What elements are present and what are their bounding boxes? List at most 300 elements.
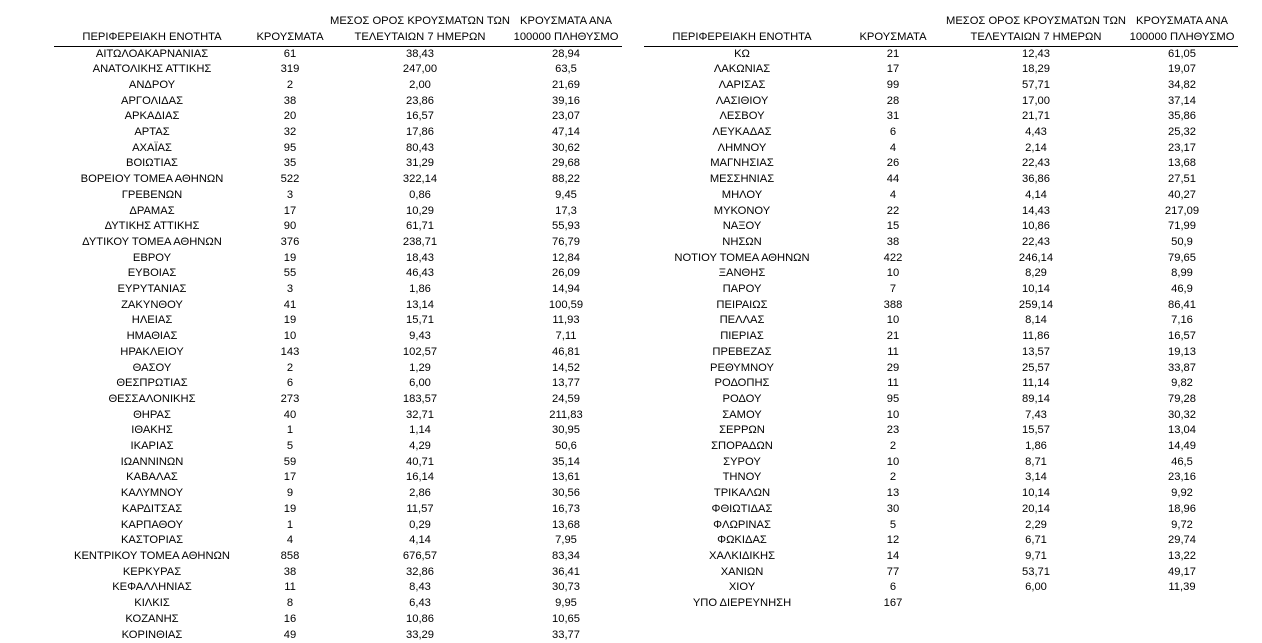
- avg7-cell: 22,43: [1022, 157, 1050, 170]
- region-cell: ΜΕΣΣΗΝΙΑΣ: [709, 173, 775, 186]
- avg7-cell: 9,43: [409, 330, 431, 343]
- avg7-cell: 15,57: [1022, 424, 1050, 437]
- per100k-cell: 13,61: [552, 471, 580, 484]
- per100k-cell: 13,04: [1168, 424, 1196, 437]
- cases-cell: 4: [889, 188, 897, 201]
- per100k-cell: 7,95: [555, 534, 577, 547]
- avg7-cell: 4,14: [409, 534, 431, 547]
- cases-cell: 11: [284, 581, 296, 594]
- table-row: [644, 141, 1238, 157]
- cases-cell: 35: [283, 157, 297, 170]
- per100k-cell: 34,82: [1168, 78, 1196, 91]
- region-cell: ΜΑΓΝΗΣΙΑΣ: [710, 157, 774, 170]
- per100k-cell: 11,39: [1168, 581, 1196, 594]
- per100k-cell: 76,79: [552, 235, 580, 248]
- cases-cell: 319: [280, 63, 300, 76]
- cases-cell: 6: [889, 581, 897, 594]
- table-row: [644, 172, 1238, 188]
- cases-cell: 21: [886, 47, 900, 60]
- table-row: [644, 533, 1238, 549]
- cases-cell: 17: [886, 63, 900, 76]
- region-cell: ΑΡΚΑΔΙΑΣ: [124, 110, 180, 123]
- table-row: [644, 392, 1238, 408]
- per100k-cell: 25,32: [1168, 126, 1196, 139]
- region-cell: ΣΥΡΟΥ: [723, 455, 761, 468]
- avg7-cell: 32,71: [406, 408, 434, 421]
- avg7-cell: 15,71: [406, 314, 434, 327]
- region-cell: ΚΕΡΚΥΡΑΣ: [122, 565, 182, 578]
- cases-cell: 11: [887, 377, 899, 390]
- avg7-cell: 17,00: [1022, 94, 1050, 107]
- table-row: [54, 345, 622, 361]
- table-row: [644, 470, 1238, 486]
- avg7-cell: 0,86: [409, 188, 431, 201]
- cases-cell: 31: [886, 110, 900, 123]
- left-header-row: [54, 0, 622, 46]
- region-cell: ΑΝΑΤΟΛΙΚΗΣ ΑΤΤΙΚΗΣ: [92, 63, 212, 76]
- table-row: [644, 251, 1238, 267]
- avg7-cell: 6,43: [409, 597, 431, 610]
- avg7-cell: 676,57: [402, 550, 438, 562]
- region-cell: ΥΠΟ ΔΙΕΡΕΥΝΗΣΗ: [692, 597, 792, 610]
- table-row: [54, 46, 622, 62]
- table-row: [644, 282, 1238, 298]
- avg7-cell: 22,43: [1022, 235, 1050, 248]
- region-cell: ΝΟΤΙΟΥ ΤΟΜΕΑ ΑΘΗΝΩΝ: [674, 251, 810, 264]
- cases-cell: 10: [886, 408, 900, 421]
- avg7-cell: 11,86: [1022, 330, 1050, 343]
- cases-cell: 3: [286, 188, 294, 201]
- per100k-cell: 30,62: [552, 141, 580, 154]
- table-row: [54, 62, 622, 78]
- right-header-row: [644, 0, 1238, 46]
- table-row: [644, 94, 1238, 110]
- table-row: [644, 345, 1238, 361]
- avg7-cell: 21,71: [1022, 110, 1050, 123]
- region-cell: ΣΠΟΡΑΔΩΝ: [711, 440, 773, 453]
- cases-cell: 9: [286, 487, 294, 500]
- avg7-cell: 1,14: [409, 424, 431, 437]
- table-row: [54, 235, 622, 251]
- cases-cell: 30: [886, 502, 900, 515]
- region-cell: ΑΙΤΩΛΟΑΚΑΡΝΑΝΙΑΣ: [95, 47, 209, 60]
- per100k-cell: 9,95: [555, 597, 577, 610]
- per100k-cell: 71,99: [1168, 220, 1196, 233]
- header-region: ΠΕΡΙΦΕΡΕΙΑΚΗ ΕΝΟΤΗΤΑ: [644, 0, 840, 46]
- region-cell: ΔΡΑΜΑΣ: [129, 204, 175, 217]
- table-row: [644, 219, 1238, 235]
- region-cell: ΧΑΛΚΙΔΙΚΗΣ: [708, 550, 775, 562]
- cases-cell: 143: [280, 345, 300, 358]
- per100k-cell: 30,73: [552, 581, 580, 594]
- avg7-cell: 16,57: [406, 110, 434, 123]
- table-row: [644, 46, 1238, 62]
- avg7-cell: 8,71: [1025, 455, 1047, 468]
- right-cases-table: [644, 0, 1238, 612]
- cases-cell: 19: [283, 251, 297, 264]
- cases-cell: 17: [283, 471, 297, 484]
- cases-cell: 95: [886, 392, 900, 405]
- region-cell: ΚΙΛΚΙΣ: [134, 597, 170, 610]
- cases-cell: 29: [886, 361, 900, 374]
- region-cell: ΑΡΤΑΣ: [134, 126, 170, 139]
- per100k-cell: 30,56: [552, 487, 580, 500]
- cases-cell: 59: [283, 455, 297, 468]
- per100k-cell: 36,41: [552, 565, 580, 578]
- region-cell: ΞΑΝΘΗΣ: [718, 267, 766, 280]
- cases-cell: 10: [886, 314, 900, 327]
- header-cases: ΚΡΟΥΣΜΑΤΑ: [250, 0, 330, 46]
- table-row: [644, 439, 1238, 455]
- cases-cell: 38: [283, 94, 297, 107]
- table-row: [644, 565, 1238, 581]
- region-cell: ΑΝΔΡΟΥ: [128, 78, 176, 91]
- avg7-cell: 10,14: [1022, 487, 1050, 500]
- table-row: [54, 282, 622, 298]
- table-row: [644, 188, 1238, 204]
- region-cell: ΛΑΡΙΣΑΣ: [718, 78, 766, 91]
- table-row: [54, 470, 622, 486]
- table-row: [644, 125, 1238, 141]
- per100k-cell: 40,27: [1168, 188, 1196, 201]
- table-row: [644, 62, 1238, 78]
- avg7-cell: 322,14: [402, 173, 438, 186]
- per100k-cell: 79,65: [1168, 251, 1196, 264]
- per100k-cell: 33,77: [552, 628, 580, 641]
- per100k-cell: 19,07: [1168, 63, 1196, 76]
- region-cell: ΚΕΝΤΡΙΚΟΥ ΤΟΜΕΑ ΑΘΗΝΩΝ: [73, 550, 230, 562]
- avg7-cell: 6,71: [1025, 534, 1047, 547]
- table-row: [644, 266, 1238, 282]
- per100k-cell: 46,81: [552, 345, 580, 358]
- table-row: [54, 423, 622, 439]
- per100k-cell: 37,14: [1168, 94, 1196, 107]
- table-row: [644, 313, 1238, 329]
- per100k-cell: 217,09: [1164, 204, 1200, 217]
- table-row: [644, 78, 1238, 94]
- cases-cell: 858: [280, 550, 300, 562]
- region-cell: ΒΟΡΕΙΟΥ ΤΟΜΕΑ ΑΘΗΝΩΝ: [80, 173, 224, 186]
- cases-cell: 4: [286, 534, 294, 547]
- table-row: [54, 251, 622, 267]
- avg7-cell: [946, 596, 1126, 612]
- region-cell: ΠΕΛΛΑΣ: [719, 314, 765, 327]
- avg7-cell: 1,29: [409, 361, 431, 374]
- region-cell: ΚΟΖΑΝΗΣ: [125, 612, 179, 625]
- table-row: [54, 361, 622, 377]
- region-cell: ΜΥΚΟΝΟΥ: [713, 204, 771, 217]
- avg7-cell: 0,29: [409, 518, 431, 531]
- region-cell: ΠΙΕΡΙΑΣ: [720, 330, 764, 343]
- avg7-cell: 1,86: [409, 283, 431, 296]
- cases-cell: 28: [886, 94, 900, 107]
- avg7-cell: 17,86: [406, 126, 434, 139]
- table-row: [54, 204, 622, 220]
- cases-cell: 38: [886, 235, 900, 248]
- table-row: [54, 486, 622, 502]
- avg7-cell: 247,00: [402, 63, 438, 76]
- cases-cell: 522: [280, 173, 300, 186]
- region-cell: ΛΕΥΚΑΔΑΣ: [712, 126, 772, 139]
- per100k-cell: 21,69: [552, 78, 580, 91]
- cases-cell: 6: [889, 126, 897, 139]
- cases-cell: 90: [283, 220, 297, 233]
- cases-cell: 5: [889, 518, 897, 531]
- table-row: [54, 612, 622, 628]
- table-row: [54, 141, 622, 157]
- cases-cell: 11: [887, 345, 899, 358]
- table-row: [644, 109, 1238, 125]
- avg7-cell: 3,14: [1025, 471, 1047, 484]
- avg7-cell: 9,71: [1025, 550, 1047, 562]
- cases-cell: 10: [886, 267, 900, 280]
- per100k-cell: 16,57: [1168, 330, 1196, 343]
- per100k-cell: 7,11: [555, 330, 577, 343]
- avg7-cell: 8,14: [1025, 314, 1047, 327]
- per100k-cell: 30,95: [552, 424, 580, 437]
- cases-cell: 19: [283, 502, 297, 515]
- avg7-cell: 46,43: [406, 267, 434, 280]
- cases-cell: 99: [886, 78, 900, 91]
- avg7-cell: 61,71: [406, 220, 434, 233]
- table-row: [54, 313, 622, 329]
- avg7-cell: 18,43: [406, 251, 434, 264]
- cases-cell: 12: [886, 534, 900, 547]
- table-row: [644, 298, 1238, 314]
- avg7-cell: 6,00: [409, 377, 431, 390]
- table-row: [54, 580, 622, 596]
- region-cell: ΛΑΚΩΝΙΑΣ: [713, 63, 771, 76]
- cases-cell: 49: [283, 628, 297, 641]
- cases-cell: 41: [283, 298, 297, 311]
- region-cell: ΦΘΙΩΤΙΔΑΣ: [711, 502, 773, 515]
- region-cell: ΘΗΡΑΣ: [133, 408, 171, 421]
- per100k-cell: 100,59: [548, 298, 584, 311]
- region-cell: ΔΥΤΙΚΟΥ ΤΟΜΕΑ ΑΘΗΝΩΝ: [82, 235, 222, 248]
- per100k-cell: 61,05: [1168, 47, 1196, 60]
- per100k-cell: 29,68: [552, 157, 580, 170]
- table-row: [54, 298, 622, 314]
- cases-cell: 55: [283, 267, 297, 280]
- per100k-cell: 35,14: [552, 455, 580, 468]
- region-cell: ΗΛΕΙΑΣ: [131, 314, 173, 327]
- region-cell: ΛΕΣΒΟΥ: [719, 110, 765, 123]
- region-cell: ΖΑΚΥΝΘΟΥ: [121, 298, 183, 311]
- per100k-cell: 23,17: [1168, 141, 1196, 154]
- avg7-cell: 1,86: [1025, 440, 1047, 453]
- cases-cell: 1: [286, 424, 294, 437]
- per100k-cell: 39,16: [552, 94, 580, 107]
- region-cell: ΔΥΤΙΚΗΣ ΑΤΤΙΚΗΣ: [104, 220, 200, 233]
- table-row: [54, 549, 622, 565]
- region-cell: ΗΡΑΚΛΕΙΟΥ: [120, 345, 184, 358]
- cases-cell: 8: [286, 597, 294, 610]
- per100k-cell: 23,07: [552, 110, 580, 123]
- table-row: [644, 596, 1238, 612]
- per100k-cell: 49,17: [1168, 565, 1196, 578]
- per100k-cell: 26,09: [552, 267, 580, 280]
- avg7-cell: 40,71: [406, 455, 434, 468]
- per100k-cell: 46,5: [1171, 455, 1193, 468]
- avg7-cell: 4,14: [1025, 188, 1047, 201]
- per100k-cell: 13,22: [1168, 550, 1196, 562]
- cases-cell: 44: [886, 173, 900, 186]
- region-cell: ΡΕΘΥΜΝΟΥ: [710, 361, 774, 374]
- right-table-body: [644, 46, 1238, 612]
- header-per100k: ΚΡΟΥΣΜΑΤΑ ΑΝΑ 100000 ΠΛΗΘΥΣΜΟ: [510, 0, 622, 46]
- region-cell: ΓΡΕΒΕΝΩΝ: [121, 188, 183, 201]
- avg7-cell: 4,29: [409, 440, 431, 453]
- avg7-cell: 8,29: [1025, 267, 1047, 280]
- avg7-cell: 2,14: [1025, 141, 1047, 154]
- cases-cell: 4: [889, 141, 897, 154]
- cases-cell: 10: [283, 330, 297, 343]
- per100k-cell: 13,68: [1168, 157, 1196, 170]
- avg7-cell: 53,71: [1022, 565, 1050, 578]
- table-row: [644, 549, 1238, 565]
- region-cell: ΑΡΓΟΛΙΔΑΣ: [120, 94, 184, 107]
- per100k-cell: 17,3: [555, 204, 577, 217]
- avg7-cell: 11,57: [406, 502, 434, 515]
- per100k-cell: 14,94: [552, 283, 580, 296]
- table-row: [54, 502, 622, 518]
- per100k-cell: 47,14: [552, 126, 580, 139]
- region-cell: ΠΑΡΟΥ: [722, 283, 762, 296]
- region-cell: ΚΑΛΥΜΝΟΥ: [120, 487, 184, 500]
- cases-cell: 422: [883, 251, 903, 264]
- per100k-cell: 9,72: [1171, 518, 1193, 531]
- avg7-cell: 18,29: [1022, 63, 1050, 76]
- per100k-cell: 33,87: [1168, 361, 1196, 374]
- table-row: [54, 94, 622, 110]
- per100k-cell: 79,28: [1168, 392, 1196, 405]
- cases-cell: 20: [283, 110, 297, 123]
- per100k-cell: 35,86: [1168, 110, 1196, 123]
- avg7-cell: 6,00: [1025, 581, 1047, 594]
- cases-cell: 38: [283, 565, 297, 578]
- per100k-cell: 88,22: [552, 173, 580, 186]
- per100k-cell: 46,9: [1171, 283, 1193, 296]
- header-per100k: ΚΡΟΥΣΜΑΤΑ ΑΝΑ 100000 ΠΛΗΘΥΣΜΟ: [1126, 0, 1238, 46]
- per100k-cell: 13,68: [552, 518, 580, 531]
- avg7-cell: 11,14: [1022, 377, 1050, 390]
- header-cases: ΚΡΟΥΣΜΑΤΑ: [840, 0, 946, 46]
- table-row: [644, 423, 1238, 439]
- per100k-cell: 13,77: [552, 377, 580, 390]
- region-cell: ΒΟΙΩΤΙΑΣ: [126, 157, 178, 170]
- avg7-cell: 16,14: [406, 471, 434, 484]
- region-cell: ΧΑΝΙΩΝ: [720, 565, 764, 578]
- table-row: [644, 376, 1238, 392]
- table-row: [54, 596, 622, 612]
- region-cell: ΠΕΙΡΑΙΩΣ: [716, 298, 768, 311]
- per100k-cell: 7,16: [1171, 314, 1193, 327]
- cases-cell: 1: [286, 518, 294, 531]
- cases-cell: 21: [886, 330, 900, 343]
- avg7-cell: 183,57: [402, 392, 438, 405]
- per100k-cell: 28,94: [552, 47, 580, 60]
- per100k-cell: 11,93: [552, 314, 580, 327]
- region-cell: ΙΩΑΝΝΙΝΩΝ: [120, 455, 184, 468]
- region-cell: ΚΑΡΔΙΤΣΑΣ: [121, 502, 183, 515]
- region-cell: ΘΑΣΟΥ: [132, 361, 172, 374]
- cases-cell: 10: [886, 455, 900, 468]
- cases-cell: 2: [889, 471, 897, 484]
- cases-cell: 15: [886, 220, 900, 233]
- per100k-cell: 9,92: [1171, 487, 1193, 500]
- per100k-cell: 14,49: [1168, 440, 1196, 453]
- cases-cell: 376: [280, 235, 300, 248]
- per100k-cell: 55,93: [552, 220, 580, 233]
- per100k-cell: 19,13: [1168, 345, 1196, 358]
- region-cell: ΦΛΩΡΙΝΑΣ: [713, 518, 771, 531]
- table-row: [644, 455, 1238, 471]
- per100k-cell: 8,99: [1171, 267, 1193, 280]
- table-row: [644, 518, 1238, 534]
- region-cell: ΝΗΣΩΝ: [722, 235, 762, 248]
- cases-cell: 22: [886, 204, 900, 217]
- region-cell: ΚΟΡΙΝΘΙΑΣ: [121, 628, 183, 641]
- per100k-cell: [1126, 596, 1238, 612]
- avg7-cell: 13,57: [1022, 345, 1050, 358]
- table-row: [644, 580, 1238, 596]
- region-cell: ΗΜΑΘΙΑΣ: [126, 330, 178, 343]
- table-row: [54, 156, 622, 172]
- table-row: [644, 502, 1238, 518]
- region-cell: ΡΟΔΟΠΗΣ: [714, 377, 770, 390]
- table-row: [54, 376, 622, 392]
- per100k-cell: 14,52: [552, 361, 580, 374]
- region-cell: ΤΡΙΚΑΛΩΝ: [713, 487, 771, 500]
- region-cell: ΙΚΑΡΙΑΣ: [130, 440, 174, 453]
- avg7-cell: 10,29: [406, 204, 434, 217]
- table-row: [54, 172, 622, 188]
- per100k-cell: 63,5: [555, 63, 577, 76]
- per100k-cell: 50,6: [555, 440, 577, 453]
- table-row: [54, 78, 622, 94]
- cases-cell: 26: [886, 157, 900, 170]
- region-cell: ΙΘΑΚΗΣ: [131, 424, 173, 437]
- avg7-cell: 32,86: [406, 565, 434, 578]
- avg7-cell: 13,14: [406, 298, 434, 311]
- region-cell: ΛΗΜΝΟΥ: [717, 141, 767, 154]
- avg7-cell: 33,29: [406, 628, 434, 641]
- avg7-cell: 10,86: [406, 612, 434, 625]
- avg7-cell: 238,71: [402, 235, 438, 248]
- per100k-cell: 24,59: [552, 392, 580, 405]
- table-row: [644, 361, 1238, 377]
- region-cell: ΘΕΣΠΡΩΤΙΑΣ: [116, 377, 188, 390]
- region-cell: ΕΥΡΥΤΑΝΙΑΣ: [117, 283, 187, 296]
- avg7-cell: 80,43: [406, 141, 434, 154]
- avg7-cell: 7,43: [1025, 408, 1047, 421]
- avg7-cell: 57,71: [1022, 78, 1050, 91]
- cases-cell: 273: [280, 392, 300, 405]
- cases-cell: 5: [286, 440, 294, 453]
- table-row: [54, 439, 622, 455]
- avg7-cell: 25,57: [1022, 361, 1050, 374]
- avg7-cell: 23,86: [406, 94, 434, 107]
- region-cell: ΚΑΣΤΟΡΙΑΣ: [120, 534, 184, 547]
- table-row: [54, 188, 622, 204]
- region-cell: ΜΗΛΟΥ: [721, 188, 763, 201]
- left-cases-table: [54, 0, 622, 643]
- avg7-cell: 4,43: [1025, 126, 1047, 139]
- cases-cell: 2: [286, 78, 294, 91]
- region-cell: ΠΡΕΒΕΖΑΣ: [712, 345, 772, 358]
- table-row: [644, 408, 1238, 424]
- table-row: [54, 329, 622, 345]
